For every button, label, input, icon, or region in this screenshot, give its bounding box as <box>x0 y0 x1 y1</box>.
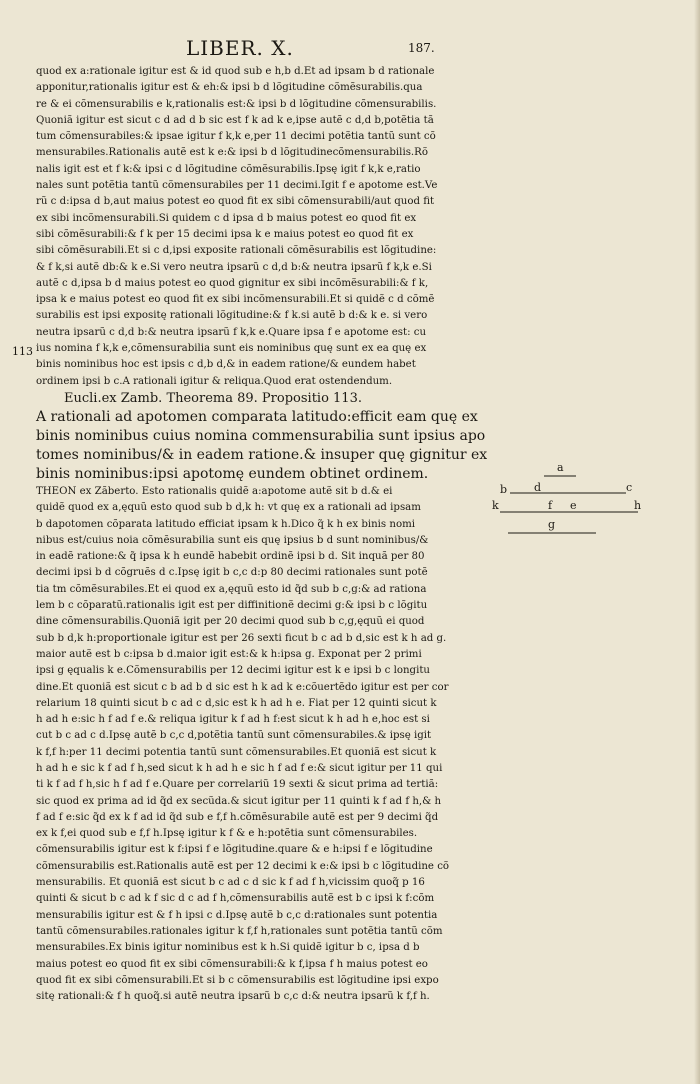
enunciation-line: binis nominibus cuius nomina commensurabilia sunt ipsius apo <box>36 427 486 444</box>
text-line: decimi ipsi b d cõgruẽs d c.Ipsę igit b c,c d:p 80 decimi rationales sunt potẽ <box>36 567 428 579</box>
text-line: dine cõmensurabilis.Quoniã igit per 20 decimi quod sub b c,g,ęquũ ei quod <box>36 616 425 628</box>
enunciation-line: A rationali ad apotomen comparata latitudo:efficit eam quę ex <box>36 408 478 425</box>
label-a: a <box>557 461 564 474</box>
text-line: mensurabiles.Rationalis autẽ est k e:& ipsi b d lõgitudinecõmensurabilis.Rõ <box>36 147 428 159</box>
text-line: re & ei cõmensurabilis e k,rationalis est:& ipsi b d lõgitudine cõmensurabilis. <box>36 98 437 110</box>
text-line: lem b c cõparatũ.rationalis igit est per diffinitionẽ decimi g:& ipsi b c lõgitu <box>36 600 428 612</box>
text-line: maior autẽ est b c:ipsa b d.maior igit est:& k h:ipsa g. Exponat per 2 primi <box>36 648 422 660</box>
text-line: maius potest eo quod fit ex sibi cõmensurabili:& k f,ipsa f h maius potest eo <box>36 958 428 970</box>
text-line: sitę rationali:& f h quoq̃.si autẽ neutra ipsarũ b c,c d:& neutra ipsarũ k f,f h. <box>36 991 430 1003</box>
enunciation <box>36 408 488 484</box>
text-line: cut b c ad c d.Ipsę autẽ b c,c d,potẽtia tantũ sunt cõmensurabiles.& ipsę igit <box>36 730 432 742</box>
text-line: & f k,si autẽ db:& k e.Si vero neutra ipsarũ c d,d b:& neutra ipsarũ f k,k e.Si <box>36 261 432 273</box>
text-line: nibus est/cuius noia cõmẽsurabilia sunt eis quę ipsius b d sunt nominibus/& <box>36 534 429 546</box>
text-line: h ad h e:sic h f ad f e.& reliqua igitur k f ad h f:est sicut k h ad h e,hoc est si <box>36 714 430 726</box>
text-line: sibi cõmẽsurabili.Et si c d,ipsi exposite rationali cõmẽsurabilis est lõgitudine: <box>36 245 437 257</box>
text-line: tia tm cõmẽsurabiles.Et ei quod ex a,ęquũ esto id q̃d sub b c,g:& ad rationa <box>36 583 427 595</box>
label-g: g <box>548 518 556 531</box>
text-line: tum cõmensurabiles:& ipsae igitur f k,k e,per 11 decimi potẽtia tantũ sunt cõ <box>36 131 436 143</box>
text-line: relarium 18 quinti sicut b c ad c d,sic est k h ad h e. Fiat per 12 quinti sicut k <box>36 697 437 709</box>
theorem-heading: Eucli.ex Zamb. Theorema 89. Propositio 113. <box>64 390 362 406</box>
text-line: Quoniã igitur est sicut c d ad d b sic est f k ad k e,ipse autẽ c d,d b,potẽtia tã <box>36 114 434 126</box>
running-title: LIBER. X. <box>186 36 294 60</box>
text-line: quinti & sicut b c ad k f sic d c ad f h,cõmensurabilis autẽ est b c ipsi k f:cõm <box>36 893 435 905</box>
text-line: nalis igit est et f k:& ipsi c d lõgitudine cõmẽsurabilis.Ipsę igit f k,k e,ratio <box>36 163 421 175</box>
label-c: c <box>626 481 633 494</box>
text-line: binis nominibus hoc est ipsis c d,b d,& in eadem ratione/& eundem habet <box>36 359 416 371</box>
text-line: neutra ipsarũ c d,d b:& neutra ipsarũ f k,k e.Quare ipsa f e apotome est: cu <box>36 326 427 338</box>
text-line: h ad h e sic k f ad f h,sed sicut k h ad h e sic h f ad f e:& sicut igitur per 11 qui <box>36 762 443 774</box>
text-line: sic quod ex prima ad id q̃d ex secũda.& sicut igitur per 11 quinti k f ad f h,& h <box>36 795 442 807</box>
text-line: ti k f ad f h,sic h f ad f e.Quare per correlariũ 19 sexti & sicut prima ad tertiã: <box>36 779 439 791</box>
main-text-column <box>36 64 488 1005</box>
text-line: apponitur,rationalis igitur est & eh:& ipsi b d lõgitudine cõmẽsurabilis.qua <box>36 82 423 94</box>
proof-theon <box>36 484 476 1006</box>
label-d: d <box>534 481 542 494</box>
text-line: autẽ c d,ipsa b d maius potest eo quod gignitur ex sibi incõmẽsurabili:& f k, <box>36 277 429 289</box>
proof-continuation <box>36 64 476 390</box>
page-edge-shadow <box>694 0 700 1084</box>
page-header <box>0 36 700 62</box>
text-line: ipsi g ęqualis k e.Cõmensurabilis per 12 decimi igitur est k e ipsi b c longitu <box>36 665 430 677</box>
text-line: rũ c d:ipsa d b,aut maius potest eo quod fit ex sibi cõmensurabili/aut quod fit <box>36 196 435 208</box>
text-line: cõmensurabilis est.Rationalis autẽ est per 12 decimi k e:& ipsi b c lõgitudine cõ <box>36 860 450 872</box>
text-line: tantũ cõmensurabiles.rationales igitur k f,f h,rationales sunt potẽtia tantũ cõm <box>36 925 443 937</box>
text-line: ius nomina f k,k e,cõmensurabilia sunt eis nominibus quę sunt ex ea quę ex <box>36 343 427 355</box>
text-line: mensurabiles.Ex binis igitur nominibus est k h.Si quidẽ igitur b c, ipsa d b <box>36 942 420 954</box>
geometric-diagram <box>488 455 648 535</box>
label-b: b <box>500 483 508 496</box>
text-line: ipsa k e maius potest eo quod fit ex sibi incõmensurabili.Et si quidẽ c d cõmẽ <box>36 294 435 306</box>
text-line: quod ex a:rationale igitur est & id quod sub e h,b d.Et ad ipsam b d rationale <box>36 66 435 77</box>
text-line: mensurabilis. Et quoniã est sicut b c ad c d sic k f ad f h,vicissim quoq̃ p 16 <box>36 877 425 889</box>
text-line: b dapotomen cõparata latitudo efficiat ipsam k h.Dico q̃ k h ex binis nomi <box>36 518 415 530</box>
diagram-svg <box>488 455 648 535</box>
text-line: quidẽ quod ex a,ęquũ esto quod sub b d,k h: vt quę ex a rationali ad ipsam <box>36 502 421 514</box>
label-f: f <box>548 499 553 512</box>
text-line: nales sunt potẽtia tantũ cõmensurabiles per 11 decimi.Igit f e apotome est.Ve <box>36 180 438 192</box>
folio-number: 187. <box>408 41 435 55</box>
label-h: h <box>634 499 642 512</box>
text-line: cõmensurabilis igitur est k f:ipsi f e lõgitudine.quare & e h:ipsi f e lõgitudine <box>36 844 433 856</box>
text-line: sibi cõmẽsurabili:& f k per 15 decimi ipsa k e maius potest eo quod fit ex <box>36 228 414 240</box>
label-k: k <box>492 499 499 512</box>
text-line: surabilis est ipsi expositę rationali lõgitudine:& f k.si autẽ b d:& k e. si vero <box>36 310 428 322</box>
text-line: mensurabilis igitur est & f h ipsi c d.Ipsę autẽ b c,c d:rationales sunt potentia <box>36 909 438 921</box>
label-e: e <box>570 499 577 512</box>
text-line: sub b d,k h:proportionale igitur est per 26 sexti ficut b c ad b d,sic est k h ad g. <box>36 632 447 644</box>
text-line: f ad f e:sic q̃d ex k f ad id q̃d sub e f,f h.cõmẽsurabile autẽ est per 9 decimi q̃d <box>36 811 439 823</box>
text-line: ordinem ipsi b c.A rationali igitur & reliqua.Quod erat ostendendum. <box>36 375 393 387</box>
text-line: dine.Et quoniã est sicut c b ad b d sic est h k ad k e:cõuertẽdo igitur est per cor <box>36 681 449 693</box>
text-line: THEON ex Zãberto. Esto rationalis quidẽ a:apotome autẽ sit b d.& ei <box>36 485 393 497</box>
text-line: in eadẽ ratione:& q̃ ipsa k h eundẽ habebit ordinẽ ipsi b d. Sit inquã per 80 <box>36 551 425 563</box>
enunciation-line: tomes nominibus/& in eadem ratione.& insuper quę gignitur ex <box>36 446 488 463</box>
enunciation-line: binis nominibus:ipsi apotomę eundem obtinet ordinem. <box>36 465 429 482</box>
text-line: ex k f,ei quod sub e f,f h.Ipsę igitur k f & e h:potẽtia sunt cõmensurabiles. <box>36 828 418 840</box>
text-line: k f,f h:per 11 decimi potentia tantũ sunt cõmensurabiles.Et quoniã est sicut k <box>36 746 437 758</box>
text-line: quod fit ex sibi cõmensurabili.Et si b c cõmensurabilis est lõgitudine ipsi expo <box>36 974 439 986</box>
text-line: ex sibi incõmensurabili.Si quidem c d ipsa d b maius potest eo quod fit ex <box>36 212 417 224</box>
margin-proposition-number: 113 <box>12 345 33 358</box>
